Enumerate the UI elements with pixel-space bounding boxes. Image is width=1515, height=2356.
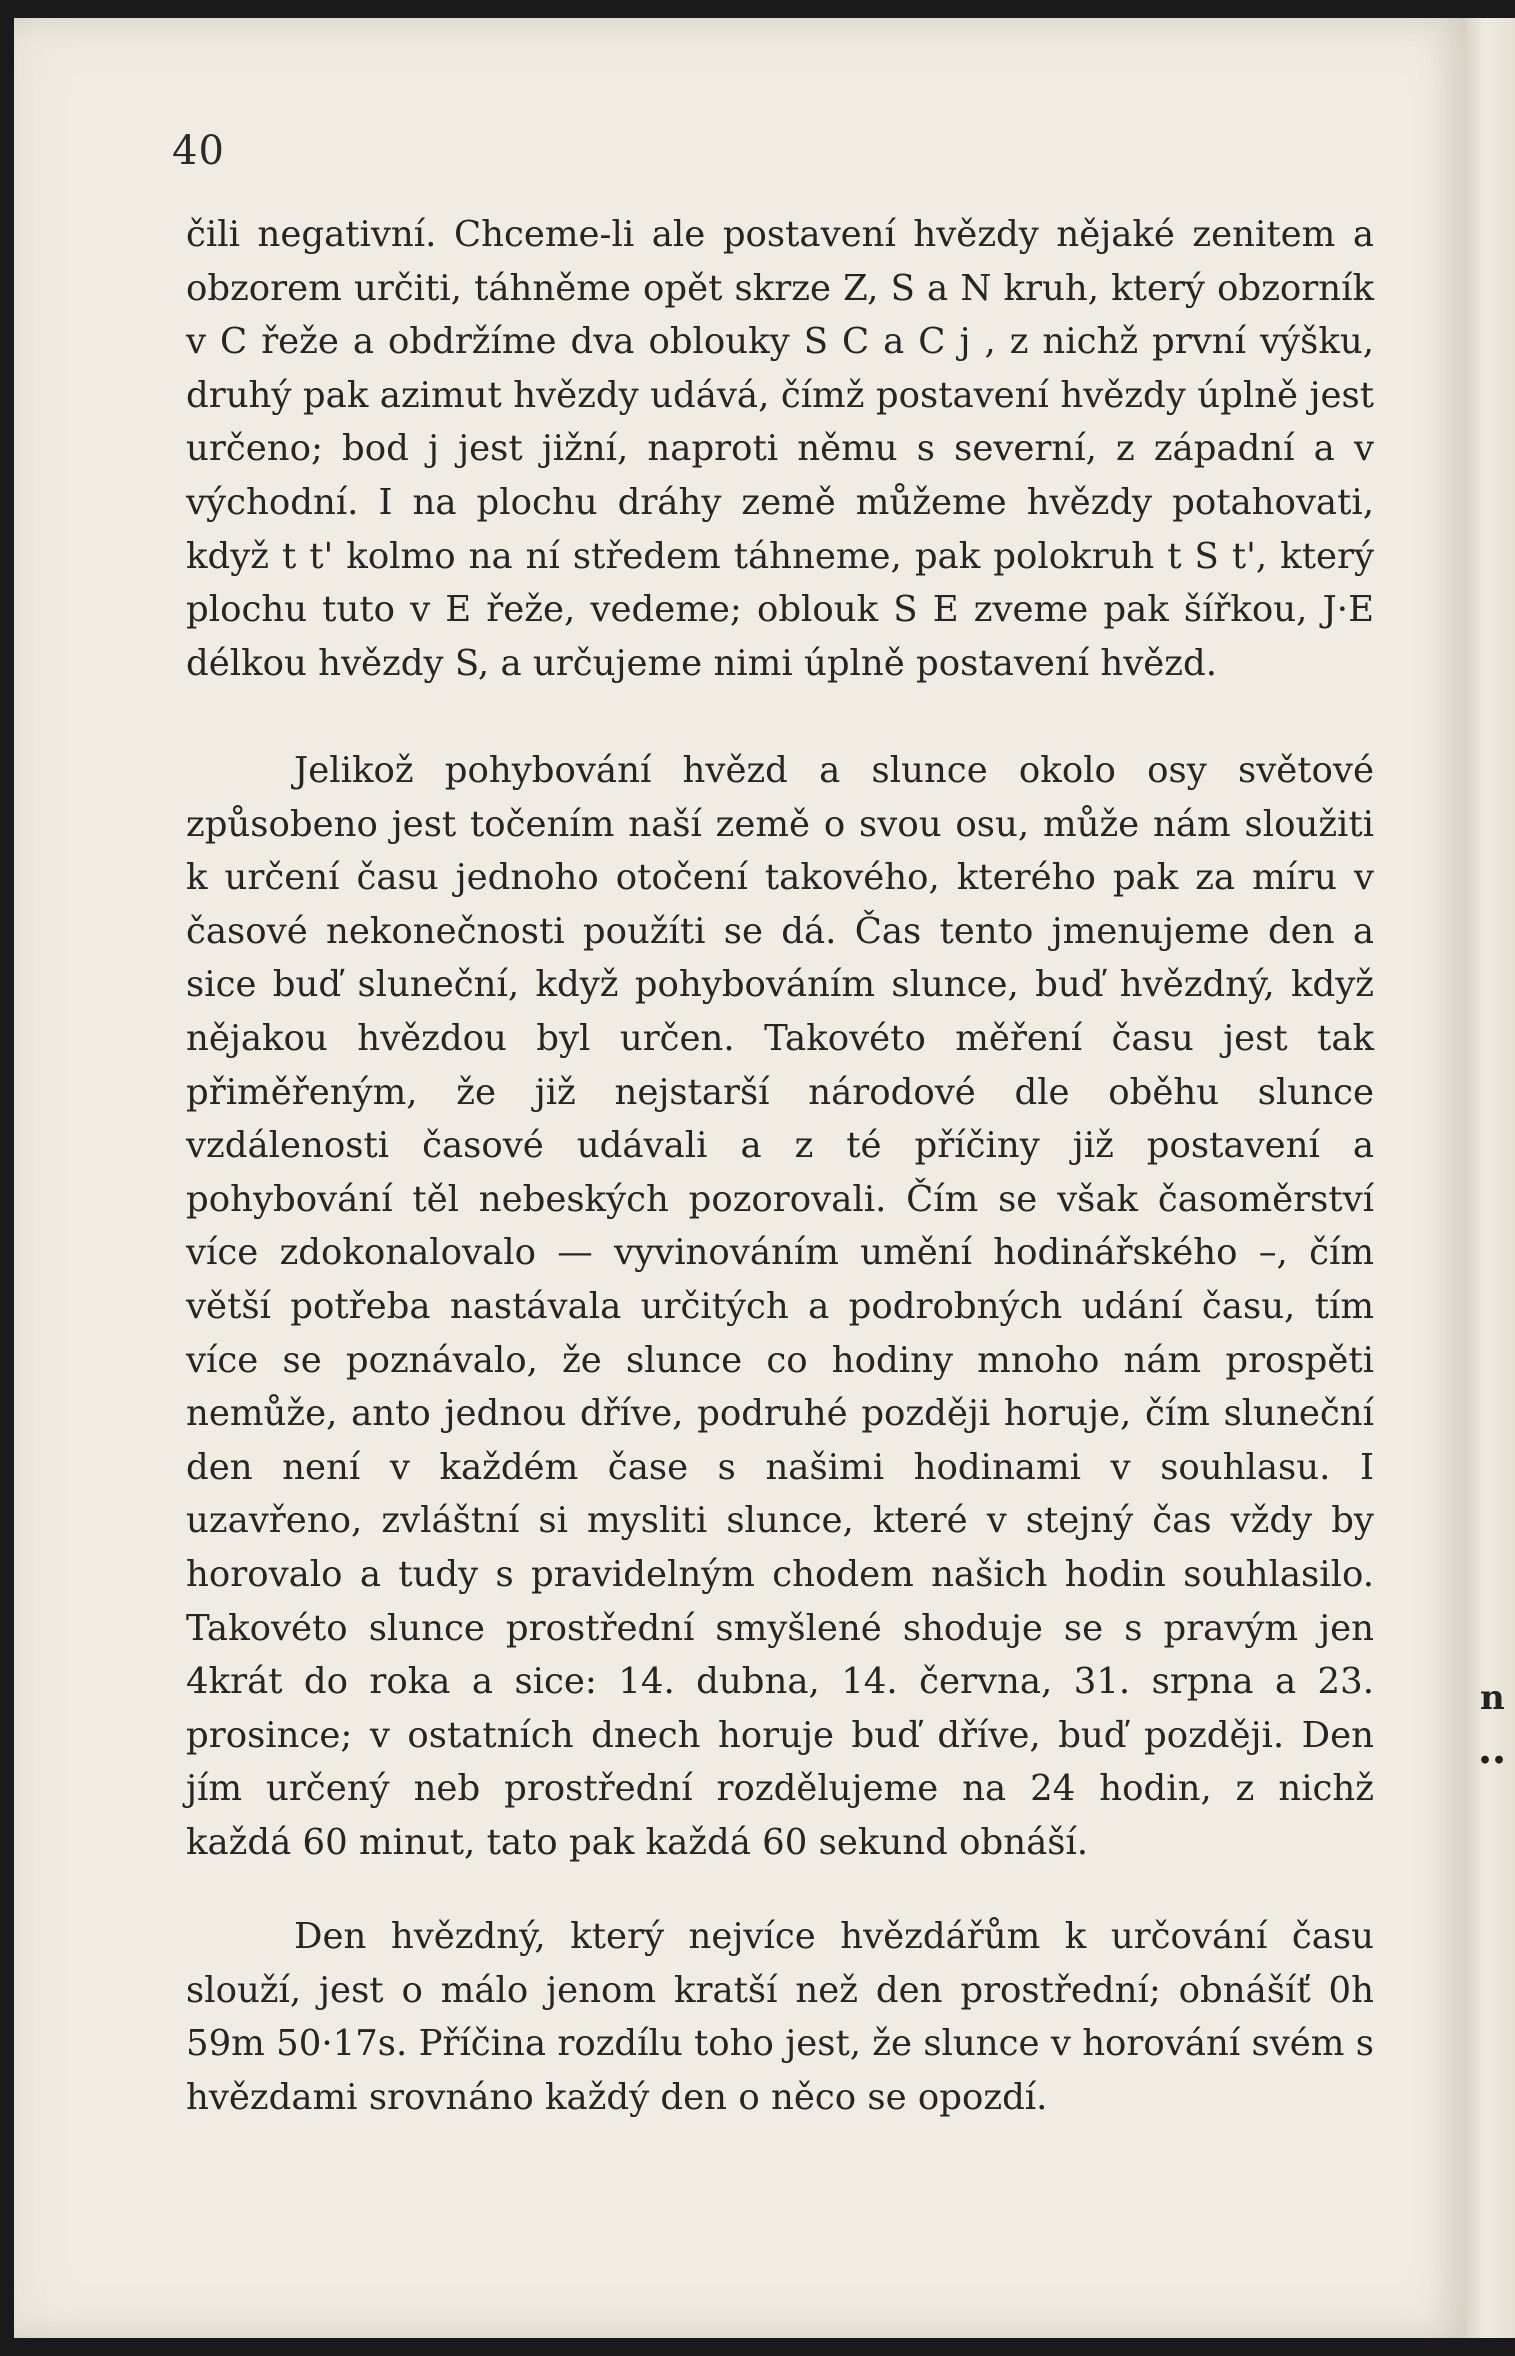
edge-mark-2: •• bbox=[1478, 1748, 1507, 1774]
paragraph-2: Jelikož pohybování hvězd a slunce okolo osy světové způsobeno jest točením naší země o svou osu, může nám sloužiti k určení času jednoho otočení takového, kterého pak za míru v časové nekonečnosti použíti se dá. Čas tento jmenujeme den a sice buď sluneční, když pohybováním slunce, buď hvězdný, když nějakou hvězdou byl určen. Takovéto měření času jest tak přiměřeným, že již nejstarší národové dle oběhu slunce vzdálenosti časové udávali a z té příčiny již postavení a pohybování těl nebeských pozorovali. Čím se však časoměrství více zdokonalovalo — vyvinováním umění hodinářského –, čím větší potřeba nastávala určitých a podrobných udání času, tím více se poznávalo, že slunce co hodiny mnoho nám prospěti nemůže, anto jednou dříve, podruhé později horuje, čím sluneční den není v každém čase s našimi hodinami v souhlasu. I uzavřeno, zvláštní si mysliti slunce, které v stejný čas vždy by horovalo a tudy s pravidelným chodem našich hodin souhlasilo. Takovéto slunce prostřední smyšlené shoduje se s pravým jen 4krát do roka a sice: 14. dubna, 14. června, 31. srpna a 23. prosince; v ostatních dnech horuje buď dříve, buď později. Den jím určený neb prostřední rozdělujeme na 24 hodin, z nichž každá 60 minut, tato pak každá 60 sekund obnáší. bbox=[186, 750, 1374, 1863]
paragraph-1: čili negativní. Chceme-li ale postavení hvězdy nějaké zenitem a obzorem určiti, táhněme opět skrze Z, S a N kruh, který obzorník v C řeže a obdržíme dva oblouky S C a C j , z nichž první výšku, druhý pak azimut hvězdy udává, čímž postavení hvězdy úplně jest určeno; bod j jest jižní, naproti němu s severní, z západní a v východní. I na plochu dráhy země můžeme hvězdy potahovati, když t t' kolmo na ní středem táhneme, pak polokruh t S t', který plochu tuto v E řeže, vedeme; oblouk S E zveme pak šířkou, J·E délkou hvězdy S, a určujeme nimi úplně postavení hvězd. bbox=[186, 214, 1374, 684]
paragraph-3: Den hvězdný, který nejvíce hvězdářům k určování času slouží, jest o málo jenom kratší než den prostřední; obnášíť 0h 59m 50·17s. Příčina rozdílu toho jest, že slunce v horování svém s hvězdami srovnáno každý den o něco se opozdí. bbox=[186, 1916, 1374, 2118]
edge-mark-1: n bbox=[1480, 1678, 1505, 1718]
page-number: 40 bbox=[172, 128, 225, 174]
next-page-edge bbox=[1466, 18, 1515, 2338]
